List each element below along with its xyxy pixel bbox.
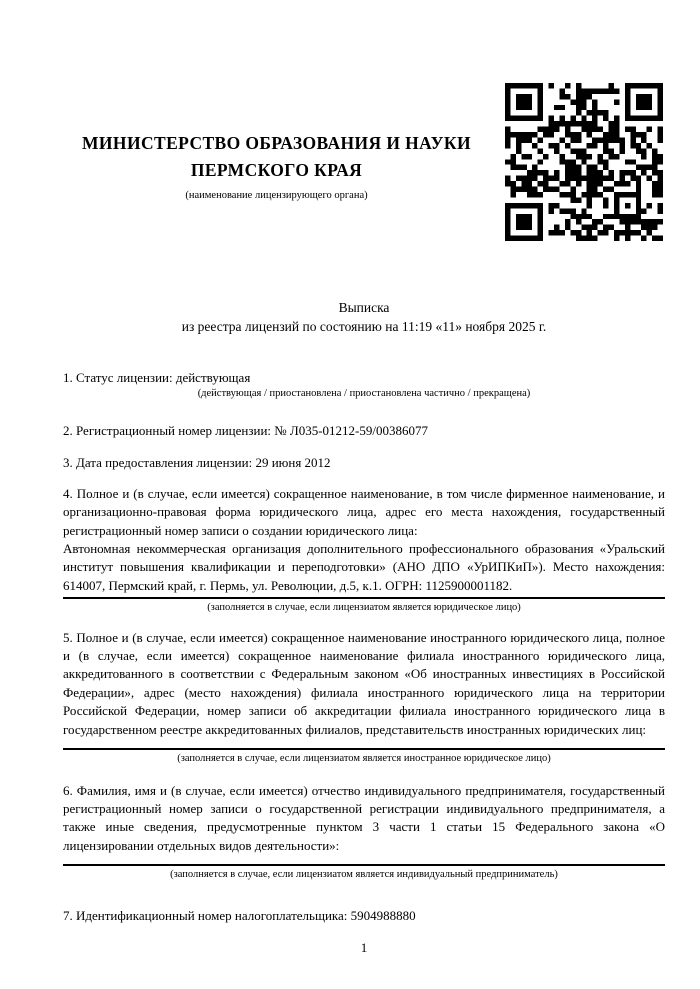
item-4-rule-caption: (заполняется в случае, если лицензиатом является юридическое лицо) <box>207 602 521 614</box>
document-title-line2: из реестра лицензий по состоянию на 11:19 «11» ноября 2025 г. <box>181 319 547 334</box>
ministry-name-line2: ПЕРМСКОГО КРАЯ <box>190 160 363 180</box>
page-number: 1 <box>360 940 368 956</box>
ministry-name-line1: МИНИСТЕРСТВО ОБРАЗОВАНИЯ И НАУКИ <box>82 133 471 153</box>
item-6-rule-caption: (заполняется в случае, если лицензиатом является индивидуальный предприниматель) <box>170 869 558 881</box>
item-1-license-status: 1. Статус лицензии: действующая <box>63 370 251 385</box>
item-3-license-grant-date: 3. Дата предоставления лицензии: 29 июня 2012 <box>63 455 331 471</box>
item-7-taxpayer-id: 7. Идентификационный номер налогоплательщика: 5904988880 <box>63 907 416 923</box>
licensing-authority-header <box>63 130 490 203</box>
qr-code <box>505 83 663 241</box>
document-title <box>63 298 665 336</box>
item-4-underline <box>63 597 665 599</box>
item-5-foreign-entity-label: 5. Полное и (в случае, если имеется) сокращенное наименование иностранного юридического лица, полное и (в случае, если имеется) сокращенное наименование филиала иностранного юридического лица, аккредитованного в соответствии с Федеральным законом «Об иностранных инвестициях в Российской Федерации», адрес (место нахождения) филиала иностранного юридического лица на территории Российской Федерации, номер записи об аккредитации филиала иностранного юридического лица в государственном реестре аккредитованных филиалов, представительств иностранных юридических лиц: <box>63 629 665 737</box>
document-title-line1: Выписка <box>338 300 390 315</box>
item-5-rule-caption: (заполняется в случае, если лицензиатом является иностранное юридическое лицо) <box>177 753 551 765</box>
item-4-legal-entity-value: Автономная некоммерческая организация дополнительного профессионального образования «Уральский институт повышения квалификации и переподготовки» (АНО ДПО «УрИПКиП»). Место нахождения: 614007, Пермский край, г. Пермь, ул. Революции, д.5, к.1. ОГРН: 1125900001182. <box>63 540 665 593</box>
item-4-legal-entity-label: 4. Полное и (в случае, если имеется) сокращенное наименование, в том числе фирменное наименование, и организационно-правовая форма юридического лица, адрес его места нахождения, государственный регистрационный номер записи о создании юридического лица: <box>63 485 665 538</box>
item-6-individual-entrepreneur-label: 6. Фамилия, имя и (в случае, если имеется) отчество индивидуального предпринимателя, государственный регистрационный номер записи о государственной регистрации индивидуального предпринимателя, а также иные сведения, предусмотренные пунктом 3 части 1 статьи 15 Федерального закона «О лицензировании отдельных видов деятельности»: <box>63 782 665 853</box>
item-1-status-options-caption: (действующая / приостановлена / приостановлена частично / прекращена) <box>197 388 531 400</box>
item-2-registration-number: 2. Регистрационный номер лицензии: № Л035-01212-59/00386077 <box>63 422 429 438</box>
item-6-underline <box>63 864 665 866</box>
document-body <box>63 298 665 958</box>
ministry-caption: (наименование лицензирующего органа) <box>185 190 368 201</box>
item-5-underline <box>63 748 665 750</box>
